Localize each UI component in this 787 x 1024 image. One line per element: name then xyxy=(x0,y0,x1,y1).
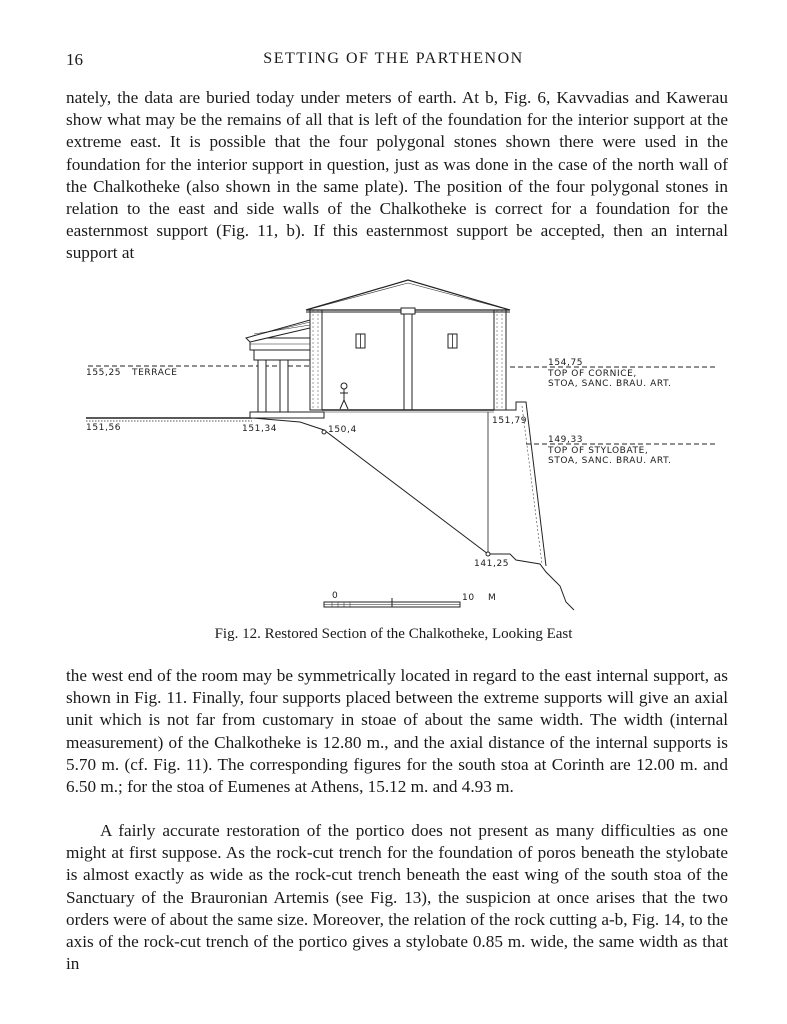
label-stylobate-line2: STOA, SANC. BRAU. ART. xyxy=(548,456,672,466)
rock-profile xyxy=(252,418,574,610)
interior-column xyxy=(404,314,412,410)
label-terrace-level: 155,25 xyxy=(86,368,122,378)
label-scale-zero: 0 xyxy=(332,591,339,601)
paragraph-3: A fairly accurate restoration of the portico does not present as many difficulties as one might at first suppose. As the rock-cut trench for the foundation of poros beneath the stylobate is almost exactly as wide as the rock-cut trench beneath the east wing of the south stoa of the Sanctuary of the Brauronian Artemis (see Fig. 13), the suspicion at once arises that the two orders were of about the same size. Moreover, the relation of the rock cutting a-b, Fig. 14, to the axis of the rock-cut trench of the portico gives a stylobate 0.85 m. wide, the same width as that in xyxy=(66,821,728,974)
label-floor-level: 150,4 xyxy=(328,425,357,435)
label-east-level: 151,79 xyxy=(492,416,528,426)
label-cornice-level: 154,75 xyxy=(548,358,584,368)
scale-bar xyxy=(324,598,460,607)
retaining-wall xyxy=(516,402,546,566)
section-drawing xyxy=(70,272,730,617)
label-rock-bottom: 141,25 xyxy=(474,559,510,569)
west-wall xyxy=(310,310,322,410)
portico-stylobate xyxy=(250,412,324,418)
portico-column-1 xyxy=(258,360,266,412)
label-cornice-line1: TOP OF CORNICE, xyxy=(548,369,637,379)
east-wall xyxy=(494,310,506,410)
page-number: 16 xyxy=(66,50,83,69)
main-roof xyxy=(306,280,510,310)
label-scale-ten: 10 xyxy=(462,593,475,603)
label-stylobate-line1: TOP OF STYLOBATE, xyxy=(548,446,649,456)
paragraph-2: the west end of the room may be symmetrically located in regard to the east internal support, as shown in Fig. 11. Finally, four supports placed between the extreme supports will give an axial unit which is not far from customary in stoae of about the same width. The width (internal measurement) of the Chalkotheke is 12.80 m., and the axial distance of the internal supports is 5.70 m. (cf. Fig. 11). The corresponding figures for the south stoa at Corinth are 12.00 m. and 6.50 m.; for the stoa of Eumenes at Athens, 15.12 m. and 4.93 m. xyxy=(66,666,728,797)
label-terrace-word: TERRACE xyxy=(132,368,178,378)
label-ground-left: 151,56 xyxy=(86,423,122,433)
human-figure xyxy=(340,383,348,409)
figure-caption: Fig. 12. Restored Section of the Chalkotheke, Looking East xyxy=(214,626,573,642)
label-scale-unit: M xyxy=(488,593,497,603)
label-stylobate-ref-level: 149,33 xyxy=(548,435,584,445)
paragraph-1: nately, the data are buried today under meters of earth. At b, Fig. 6, Kavvadias and Kawerau show what may be the remains of all that is left of the foundation for the interior support at the extreme east. It is possible that the four polygonal stones shown there were used in the foundation for the interior support in question, just as was done in the case of the north wall of the Chalkotheke (also shown in the same plate). The position of the four polygonal stones in relation to the east and side walls of the Chalkotheke is correct for a foundation for the easternmost support (Fig. 11, b). If this easternmost support be accepted, then an internal support at xyxy=(66,88,728,263)
label-stylobate-level: 151,34 xyxy=(242,424,278,434)
figure-12 xyxy=(70,272,730,617)
portico-column-2 xyxy=(280,360,288,412)
running-head: SETTING OF THE PARTHENON xyxy=(263,50,524,67)
label-cornice-line2: STOA, SANC. BRAU. ART. xyxy=(548,379,672,389)
